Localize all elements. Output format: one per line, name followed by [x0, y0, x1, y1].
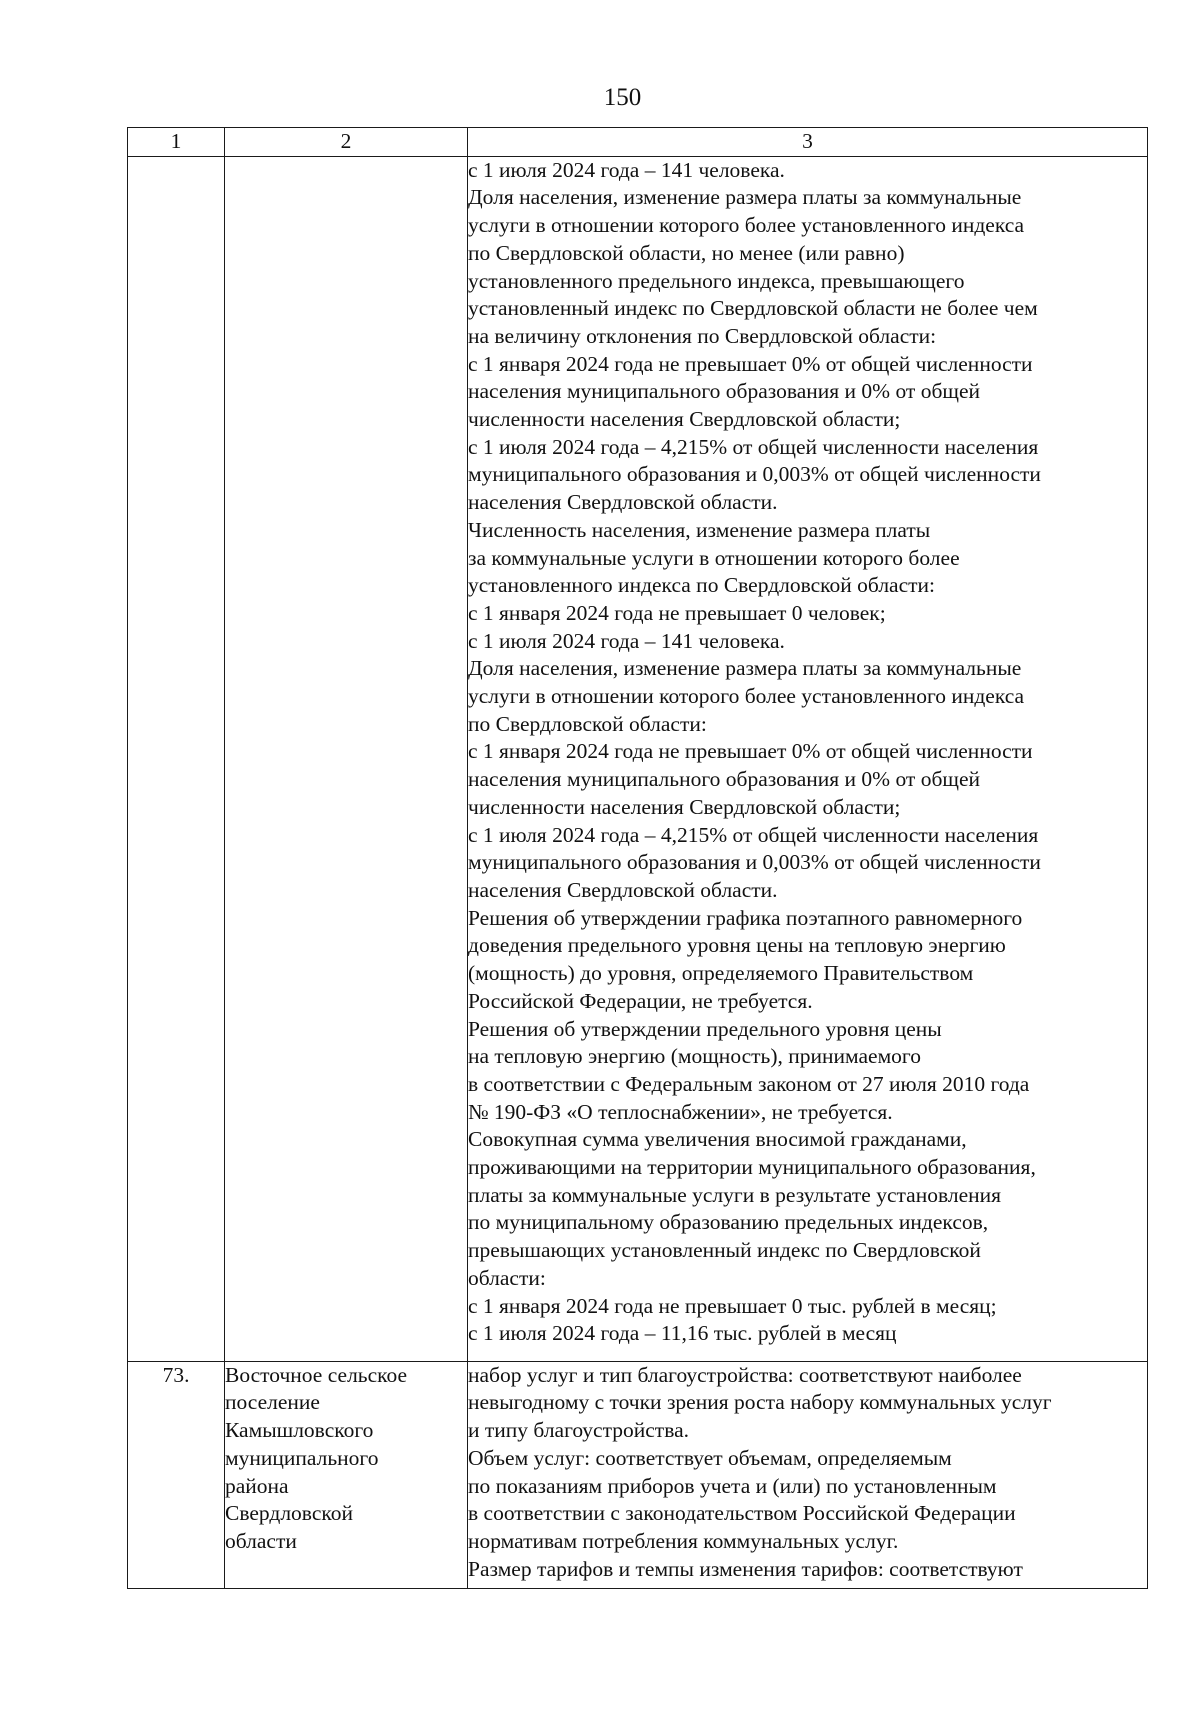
- text-line: превышающих установленный индекс по Свердловской: [468, 1238, 981, 1263]
- table-row: [128, 1361, 1148, 1588]
- table-header-row: [128, 128, 1148, 157]
- text-line: муниципального: [225, 1445, 379, 1470]
- text-line: проживающими на территории муниципального образования,: [468, 1155, 1036, 1180]
- text-line: с 1 января 2024 года не превышает 0% от общей численности: [468, 351, 1033, 376]
- text-line: с 1 января 2024 года не превышает 0 тыс. рублей в месяц;: [468, 1293, 997, 1318]
- text-line: по муниципальному образованию предельных индексов,: [468, 1210, 989, 1235]
- text-line: Доля населения, изменение размера платы за коммунальные: [468, 656, 1022, 681]
- text-line: Размер тарифов и темпы изменения тарифов: соответствуют: [468, 1556, 1023, 1581]
- table-row: [128, 156, 1148, 1361]
- text-line: Численность населения, изменение размера платы: [468, 517, 931, 542]
- text-line: населения муниципального образования и 0% от общей: [468, 379, 980, 404]
- text-line: за коммунальные услуги в отношении которого более: [468, 545, 960, 570]
- page-number: 150: [603, 84, 642, 111]
- text-line: и типу благоустройства.: [468, 1418, 689, 1443]
- text-line: муниципального образования и 0,003% от общей численности: [468, 462, 1041, 487]
- text-line: нормативам потребления коммунальных услуг.: [468, 1528, 899, 1553]
- text-line: Восточное сельское: [225, 1362, 408, 1387]
- text-line: Объем услуг: соответствует объемам, определяемым: [468, 1445, 952, 1470]
- text-line: по показаниям приборов учета и (или) по установленным: [468, 1473, 997, 1498]
- text-line: с 1 января 2024 года не превышает 0% от общей численности: [468, 739, 1033, 764]
- text-line: по Свердловской области:: [468, 711, 707, 736]
- text-line: в соответствии с законодательством Российской Федерации: [468, 1501, 1016, 1526]
- text-line: населения Свердловской области.: [468, 877, 778, 902]
- text-line: на тепловую энергию (мощность), принимаемого: [468, 1044, 921, 1069]
- row-number-cell: 73.: [128, 1361, 225, 1588]
- text-line: Совокупная сумма увеличения вносимой гражданами,: [468, 1127, 967, 1152]
- text-line: Доля населения, изменение размера платы за коммунальные: [468, 185, 1022, 210]
- column-header-2: 2: [225, 128, 468, 157]
- description-cell: [468, 1361, 1148, 1588]
- municipality-name-cell: [225, 1361, 468, 1588]
- text-line: с 1 июля 2024 года – 141 человека.: [468, 628, 785, 653]
- text-line: численности населения Свердловской области;: [468, 407, 901, 432]
- text-line: на величину отклонения по Свердловской области:: [468, 323, 937, 348]
- text-line: Решения об утверждении графика поэтапного равномерного: [468, 905, 1023, 930]
- text-line: услуги в отношении которого более установленного индекса: [468, 684, 1025, 709]
- data-table: [127, 127, 1148, 1589]
- text-line: населения Свердловской области.: [468, 490, 778, 515]
- text-line: в соответствии с Федеральным законом от 27 июля 2010 года: [468, 1071, 1030, 1096]
- text-line: с 1 июля 2024 года – 141 человека.: [468, 157, 785, 182]
- text-line: № 190-ФЗ «О теплоснабжении», не требуется.: [468, 1099, 893, 1124]
- column-header-3: 3: [468, 128, 1148, 157]
- text-line: установленного индекса по Свердловской области:: [468, 573, 936, 598]
- text-line: установленный индекс по Свердловской области не более чем: [468, 296, 1038, 321]
- text-line: области: [225, 1528, 297, 1553]
- text-line: Свердловской: [225, 1501, 353, 1526]
- text-line: с 1 июля 2024 года – 11,16 тыс. рублей в месяц: [468, 1321, 897, 1346]
- text-line: муниципального образования и 0,003% от общей численности: [468, 850, 1041, 875]
- text-line: доведения предельного уровня цены на тепловую энергию: [468, 933, 1006, 958]
- text-line: Российской Федерации, не требуется.: [468, 988, 813, 1013]
- text-line: услуги в отношении которого более установленного индекса: [468, 213, 1025, 238]
- text-line: по Свердловской области, но менее (или равно): [468, 240, 905, 265]
- municipality-name-cell: [225, 156, 468, 1361]
- text-line: установленного предельного индекса, превышающего: [468, 268, 965, 293]
- text-line: Камышловского: [225, 1418, 374, 1443]
- text-line: набор услуг и тип благоустройства: соответствуют наиболее: [468, 1362, 1022, 1387]
- text-line: с 1 июля 2024 года – 4,215% от общей численности населения: [468, 822, 1039, 847]
- text-line: населения муниципального образования и 0% от общей: [468, 767, 980, 792]
- column-header-1: 1: [128, 128, 225, 157]
- text-line: Решения об утверждении предельного уровня цены: [468, 1016, 942, 1041]
- text-line: численности населения Свердловской области;: [468, 794, 901, 819]
- text-line: платы за коммунальные услуги в результате установления: [468, 1182, 1002, 1207]
- text-line: с 1 января 2024 года не превышает 0 человек;: [468, 600, 886, 625]
- description-cell: [468, 156, 1148, 1361]
- text-line: района: [225, 1473, 289, 1498]
- text-line: (мощность) до уровня, определяемого Правительством: [468, 961, 974, 986]
- row-number-cell: [128, 156, 225, 1361]
- text-line: невыгодному с точки зрения роста набору коммунальных услуг: [468, 1390, 1052, 1415]
- text-line: поселение: [225, 1390, 320, 1415]
- text-line: области:: [468, 1265, 546, 1290]
- text-line: с 1 июля 2024 года – 4,215% от общей численности населения: [468, 434, 1039, 459]
